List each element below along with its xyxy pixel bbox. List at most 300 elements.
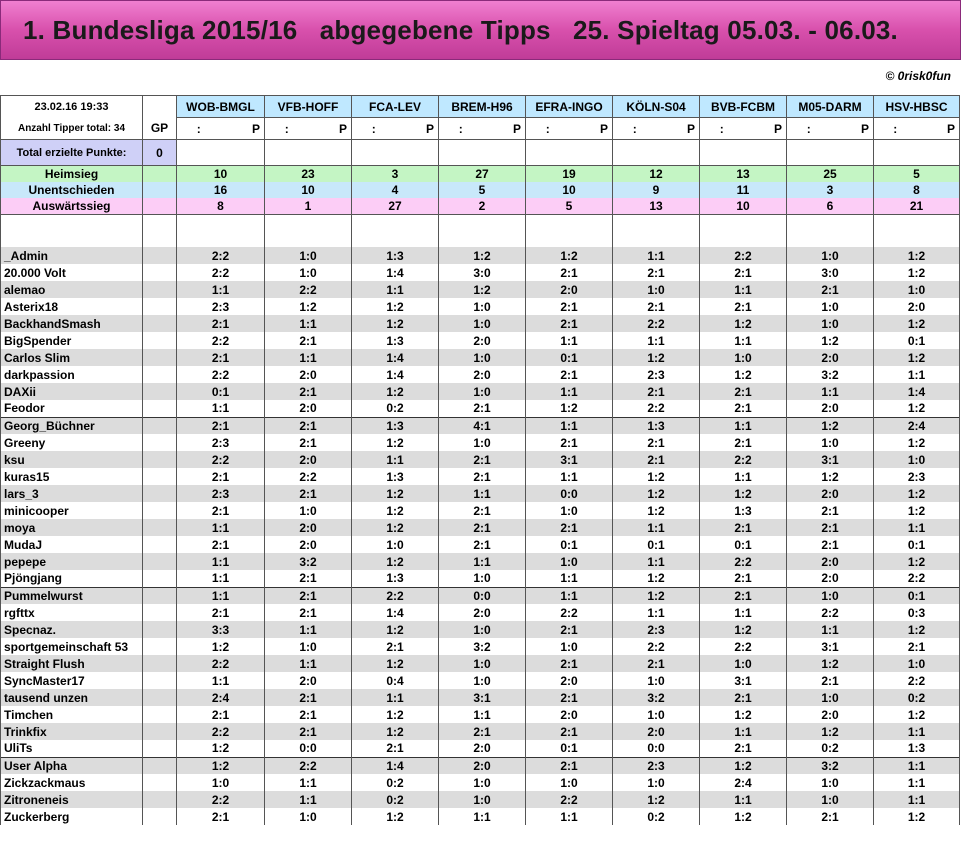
player-tip: 1:2: [874, 808, 960, 825]
player-tip: 0:1: [526, 536, 613, 553]
stats-value: 27: [439, 166, 526, 183]
player-tip: 2:2: [177, 451, 265, 468]
player-tip: 1:1: [787, 383, 874, 400]
player-gp: [143, 451, 177, 468]
player-name: SyncMaster17: [1, 672, 143, 689]
player-tip: 1:2: [787, 417, 874, 434]
player-tip: 1:0: [700, 349, 787, 366]
player-tip: 1:1: [700, 281, 787, 298]
player-row: [1, 519, 960, 536]
player-tip: 1:2: [874, 502, 960, 519]
player-row: [1, 638, 960, 655]
player-row: [1, 349, 960, 366]
player-row: [1, 366, 960, 383]
spacer-cell: [143, 215, 177, 232]
spacer-cell: [787, 231, 874, 247]
player-tip: 1:1: [352, 281, 439, 298]
player-tip: 1:0: [787, 774, 874, 791]
player-tip: 2:0: [265, 400, 352, 417]
spacer-cell: [352, 215, 439, 232]
player-tip: 2:1: [526, 519, 613, 536]
player-tip: 2:3: [613, 757, 700, 774]
player-tip: 2:0: [787, 570, 874, 587]
player-tip: 1:2: [613, 349, 700, 366]
player-tip: 2:1: [526, 315, 613, 332]
player-tip: 1:0: [526, 553, 613, 570]
player-tip: 1:1: [526, 570, 613, 587]
stats-value: 27: [352, 198, 439, 215]
match-header: EFRA-INGO: [526, 96, 613, 118]
player-tip: 2:1: [526, 366, 613, 383]
copyright-label: © 0risk0fun: [885, 69, 951, 83]
player-tip: 2:1: [265, 570, 352, 587]
player-tip: 2:0: [439, 757, 526, 774]
player-tip: 1:0: [787, 298, 874, 315]
subheader-colon: :: [893, 121, 898, 136]
player-tip: 2:1: [787, 519, 874, 536]
player-row: [1, 655, 960, 672]
match-header: BREM-H96: [439, 96, 526, 118]
player-tip: 2:1: [439, 536, 526, 553]
player-gp: [143, 723, 177, 740]
player-gp: [143, 298, 177, 315]
player-tip: 1:2: [352, 723, 439, 740]
player-tip: 2:3: [177, 298, 265, 315]
subheader-colon: :: [632, 121, 637, 136]
player-tip: 1:0: [439, 791, 526, 808]
player-tip: 1:0: [526, 638, 613, 655]
player-tip: 1:2: [352, 808, 439, 825]
player-tip: 1:1: [613, 247, 700, 264]
player-tip: 1:2: [352, 315, 439, 332]
player-tip: 1:2: [613, 570, 700, 587]
player-row: [1, 485, 960, 502]
player-tip: 2:0: [265, 451, 352, 468]
player-tip: 2:1: [177, 808, 265, 825]
player-name: BackhandSmash: [1, 315, 143, 332]
subheader-points: P: [917, 118, 960, 140]
player-tip: 2:2: [613, 315, 700, 332]
player-name: sportgemeinschaft 53: [1, 638, 143, 655]
empty-cell: [526, 140, 613, 166]
player-tip: 0:0: [613, 740, 700, 757]
player-tip: 2:0: [265, 366, 352, 383]
player-tip: 2:2: [265, 468, 352, 485]
player-tip: 3:3: [177, 621, 265, 638]
player-tip: 0:4: [352, 672, 439, 689]
player-tip: 1:2: [265, 298, 352, 315]
player-gp: [143, 672, 177, 689]
player-row: [1, 383, 960, 400]
stats-label: Unentschieden: [1, 182, 143, 198]
player-tip: 1:1: [265, 774, 352, 791]
player-tip: 2:0: [787, 706, 874, 723]
player-name: Specnaz.: [1, 621, 143, 638]
empty-cell: [439, 140, 526, 166]
player-gp: [143, 332, 177, 349]
player-tip: 1:0: [439, 383, 526, 400]
player-row: [1, 417, 960, 434]
player-tip: 1:2: [874, 247, 960, 264]
player-tip: 1:0: [700, 655, 787, 672]
stats-row: [1, 198, 960, 215]
player-tip: 2:1: [526, 264, 613, 281]
player-tip: 3:0: [439, 264, 526, 281]
player-tip: 1:2: [526, 400, 613, 417]
stats-row: [1, 166, 960, 183]
player-tip: 1:2: [613, 791, 700, 808]
stats-gp: [143, 166, 177, 183]
player-tip: 1:0: [265, 638, 352, 655]
player-tip: 2:1: [526, 689, 613, 706]
player-gp: [143, 689, 177, 706]
player-tip: 1:1: [439, 706, 526, 723]
subheader-colon: :: [196, 121, 201, 136]
player-tip: 2:1: [874, 638, 960, 655]
player-tip: 1:0: [439, 570, 526, 587]
player-tip: 2:2: [700, 247, 787, 264]
player-tip: 1:0: [439, 655, 526, 672]
player-tip: 1:0: [265, 247, 352, 264]
player-tip: 1:1: [613, 332, 700, 349]
player-gp: [143, 808, 177, 825]
player-tip: 1:2: [352, 553, 439, 570]
subheader-points: P: [309, 118, 352, 140]
player-tip: 1:1: [874, 791, 960, 808]
spacer-cell: [526, 231, 613, 247]
player-gp: [143, 281, 177, 298]
player-row: [1, 570, 960, 587]
header-row-sub: [1, 118, 960, 140]
player-tip: 1:2: [177, 638, 265, 655]
player-tip: 2:2: [874, 570, 960, 587]
player-tip: 3:0: [787, 264, 874, 281]
player-tip: 2:2: [177, 723, 265, 740]
player-tip: 1:4: [352, 604, 439, 621]
player-tip: 2:1: [700, 434, 787, 451]
empty-cell: [787, 140, 874, 166]
player-tip: 2:3: [613, 366, 700, 383]
player-tip: 2:0: [439, 332, 526, 349]
player-tip: 0:1: [874, 332, 960, 349]
player-tip: 2:1: [613, 655, 700, 672]
player-tip: 2:2: [177, 264, 265, 281]
player-tip: 2:0: [874, 298, 960, 315]
player-tip: 1:0: [352, 536, 439, 553]
player-gp: [143, 774, 177, 791]
spacer-cell: [787, 215, 874, 232]
player-name: BigSpender: [1, 332, 143, 349]
player-tip: 1:3: [352, 332, 439, 349]
empty-cell: [352, 140, 439, 166]
player-tip: 2:4: [177, 689, 265, 706]
player-tip: 1:2: [700, 621, 787, 638]
player-tip: 1:1: [700, 332, 787, 349]
player-tip: 1:0: [787, 247, 874, 264]
player-tip: 1:0: [526, 502, 613, 519]
player-tip: 2:1: [613, 264, 700, 281]
player-row: [1, 587, 960, 604]
player-tip: 2:1: [526, 723, 613, 740]
player-tip: 1:2: [700, 757, 787, 774]
player-tip: 0:2: [874, 689, 960, 706]
player-tip: 0:1: [874, 587, 960, 604]
total-points-row: [1, 140, 960, 166]
player-gp: [143, 366, 177, 383]
player-tip: 1:2: [700, 808, 787, 825]
player-gp: [143, 740, 177, 757]
player-tip: 2:2: [265, 281, 352, 298]
player-name: 20.000 Volt: [1, 264, 143, 281]
player-name: Greeny: [1, 434, 143, 451]
player-name: User Alpha: [1, 757, 143, 774]
subheader-colon: :: [458, 121, 463, 136]
player-row: [1, 672, 960, 689]
player-tip: 2:1: [439, 468, 526, 485]
player-tip: 0:1: [526, 740, 613, 757]
player-tip: 3:1: [526, 451, 613, 468]
player-tip: 1:0: [177, 774, 265, 791]
player-tip: 1:3: [613, 417, 700, 434]
player-tip: 2:1: [265, 332, 352, 349]
spacer-cell: [700, 231, 787, 247]
player-tip: 1:1: [700, 723, 787, 740]
player-tip: 1:0: [265, 502, 352, 519]
stats-value: 5: [526, 198, 613, 215]
subheader-colon: :: [284, 121, 289, 136]
player-tip: 2:0: [787, 349, 874, 366]
player-tip: 1:2: [874, 349, 960, 366]
player-row: [1, 468, 960, 485]
player-tip: 1:1: [613, 519, 700, 536]
player-tip: 1:0: [613, 774, 700, 791]
player-tip: 1:1: [874, 366, 960, 383]
player-tip: 0:2: [613, 808, 700, 825]
player-tip: 1:2: [787, 723, 874, 740]
player-tip: 1:3: [874, 740, 960, 757]
player-tip: 3:1: [439, 689, 526, 706]
spacer-cell: [874, 215, 960, 232]
stats-value: 9: [613, 182, 700, 198]
player-tip: 1:3: [352, 247, 439, 264]
player-tip: 1:1: [526, 808, 613, 825]
player-tip: 1:1: [526, 417, 613, 434]
player-tip: 2:2: [700, 553, 787, 570]
player-name: ksu: [1, 451, 143, 468]
player-row: [1, 434, 960, 451]
player-tip: 2:2: [352, 587, 439, 604]
player-tip: 0:1: [874, 536, 960, 553]
player-tip: 1:2: [352, 434, 439, 451]
player-tip: 1:2: [700, 366, 787, 383]
stats-value: 8: [177, 198, 265, 215]
stats-value: 16: [177, 182, 265, 198]
player-tip: 2:2: [613, 400, 700, 417]
player-tip: 2:1: [700, 740, 787, 757]
player-tip: 0:2: [352, 400, 439, 417]
player-tip: 1:2: [439, 281, 526, 298]
match-header: BVB-FCBM: [700, 96, 787, 118]
player-tip: 1:4: [352, 366, 439, 383]
player-name: Georg_Büchner: [1, 417, 143, 434]
player-row: [1, 808, 960, 825]
empty-cell: [700, 140, 787, 166]
player-name: minicooper: [1, 502, 143, 519]
subheader-colon: :: [371, 121, 376, 136]
total-points-label: Total erzielte Punkte:: [1, 140, 143, 166]
player-name: Zuckerberg: [1, 808, 143, 825]
player-gp: [143, 791, 177, 808]
stats-value: 3: [787, 182, 874, 198]
player-gp: [143, 400, 177, 417]
player-tip: 2:1: [352, 638, 439, 655]
player-row: [1, 706, 960, 723]
empty-cell: [874, 140, 960, 166]
player-tip: 1:1: [700, 604, 787, 621]
player-tip: 2:1: [526, 655, 613, 672]
player-row: [1, 315, 960, 332]
player-tip: 1:1: [874, 519, 960, 536]
player-tip: 1:0: [874, 655, 960, 672]
player-tip: 2:1: [787, 502, 874, 519]
player-tip: 2:1: [265, 706, 352, 723]
stats-value: 11: [700, 182, 787, 198]
player-tip: 1:0: [526, 774, 613, 791]
player-tip: 1:0: [874, 451, 960, 468]
player-tip: 1:0: [439, 621, 526, 638]
player-tip: 1:2: [613, 587, 700, 604]
spacer-cell: [1, 215, 143, 232]
player-tip: 1:2: [352, 706, 439, 723]
player-tip: 1:2: [526, 247, 613, 264]
player-gp: [143, 383, 177, 400]
spacer-cell: [143, 231, 177, 247]
player-tip: 2:3: [177, 485, 265, 502]
match-header: WOB-BMGL: [177, 96, 265, 118]
player-tip: 2:3: [177, 434, 265, 451]
player-row: [1, 451, 960, 468]
player-tip: 2:0: [265, 672, 352, 689]
player-tip: 1:1: [265, 621, 352, 638]
player-tip: 1:3: [700, 502, 787, 519]
player-tip: 2:2: [526, 604, 613, 621]
player-tip: 1:0: [439, 672, 526, 689]
stats-label: Auswärtssieg: [1, 198, 143, 215]
player-tip: 1:1: [613, 604, 700, 621]
player-gp: [143, 587, 177, 604]
player-row: [1, 247, 960, 264]
player-tip: 1:0: [613, 706, 700, 723]
player-name: Carlos Slim: [1, 349, 143, 366]
player-tip: 0:1: [526, 349, 613, 366]
player-gp: [143, 757, 177, 774]
empty-cell: [613, 140, 700, 166]
player-tip: 1:2: [613, 502, 700, 519]
empty-cell: [177, 140, 265, 166]
player-gp: [143, 315, 177, 332]
player-tip: 3:2: [439, 638, 526, 655]
player-gp: [143, 468, 177, 485]
player-tip: 1:2: [874, 434, 960, 451]
player-name: Pjöngjang: [1, 570, 143, 587]
player-name: Timchen: [1, 706, 143, 723]
player-row: [1, 621, 960, 638]
player-name: alemao: [1, 281, 143, 298]
player-tip: 1:1: [526, 383, 613, 400]
player-tip: 1:0: [874, 281, 960, 298]
player-tip: 1:1: [265, 349, 352, 366]
stats-value: 6: [787, 198, 874, 215]
player-tip: 2:2: [613, 638, 700, 655]
player-tip: 1:2: [874, 485, 960, 502]
player-row: [1, 553, 960, 570]
player-tip: 1:2: [352, 502, 439, 519]
player-tip: 2:1: [787, 672, 874, 689]
player-tip: 1:0: [265, 808, 352, 825]
spacer-cell: [526, 215, 613, 232]
player-row: [1, 689, 960, 706]
stats-value: 10: [265, 182, 352, 198]
player-tip: 2:1: [265, 689, 352, 706]
player-tip: 1:1: [526, 587, 613, 604]
player-tip: 2:2: [177, 655, 265, 672]
spacer-cell: [177, 231, 265, 247]
player-tip: 2:1: [265, 383, 352, 400]
player-tip: 0:2: [352, 774, 439, 791]
player-gp: [143, 536, 177, 553]
player-tip: 2:1: [177, 468, 265, 485]
player-tip: 1:1: [439, 808, 526, 825]
player-tip: 1:0: [787, 587, 874, 604]
player-tip: 2:1: [700, 587, 787, 604]
player-tip: 1:1: [265, 315, 352, 332]
player-tip: 1:1: [265, 655, 352, 672]
stats-value: 13: [613, 198, 700, 215]
player-tip: 2:0: [787, 553, 874, 570]
player-tip: 2:1: [439, 723, 526, 740]
player-tip: 2:2: [265, 757, 352, 774]
player-tip: 2:1: [613, 383, 700, 400]
page-banner: [0, 0, 961, 60]
player-tip: 1:0: [787, 791, 874, 808]
spacer-cell: [439, 215, 526, 232]
player-tip: 1:2: [439, 247, 526, 264]
player-tip: 1:1: [352, 451, 439, 468]
player-tip: 1:1: [526, 468, 613, 485]
player-tip: 1:0: [787, 315, 874, 332]
stats-value: 21: [874, 198, 960, 215]
player-name: UliTs: [1, 740, 143, 757]
player-tip: 2:1: [265, 587, 352, 604]
match-header: VFB-HOFF: [265, 96, 352, 118]
player-tip: 2:1: [700, 400, 787, 417]
player-tip: 3:2: [265, 553, 352, 570]
player-name: lars_3: [1, 485, 143, 502]
player-tip: 2:1: [439, 400, 526, 417]
spacer-cell: [874, 231, 960, 247]
stats-value: 10: [526, 182, 613, 198]
player-tip: 1:2: [613, 485, 700, 502]
player-row: [1, 332, 960, 349]
stats-gp: [143, 198, 177, 215]
subheader-points: P: [831, 118, 874, 140]
player-tip: 1:1: [874, 774, 960, 791]
player-tip: 3:1: [787, 638, 874, 655]
player-tip: 2:1: [526, 621, 613, 638]
player-tip: 2:2: [874, 672, 960, 689]
player-tip: 2:2: [177, 791, 265, 808]
player-tip: 2:0: [526, 672, 613, 689]
